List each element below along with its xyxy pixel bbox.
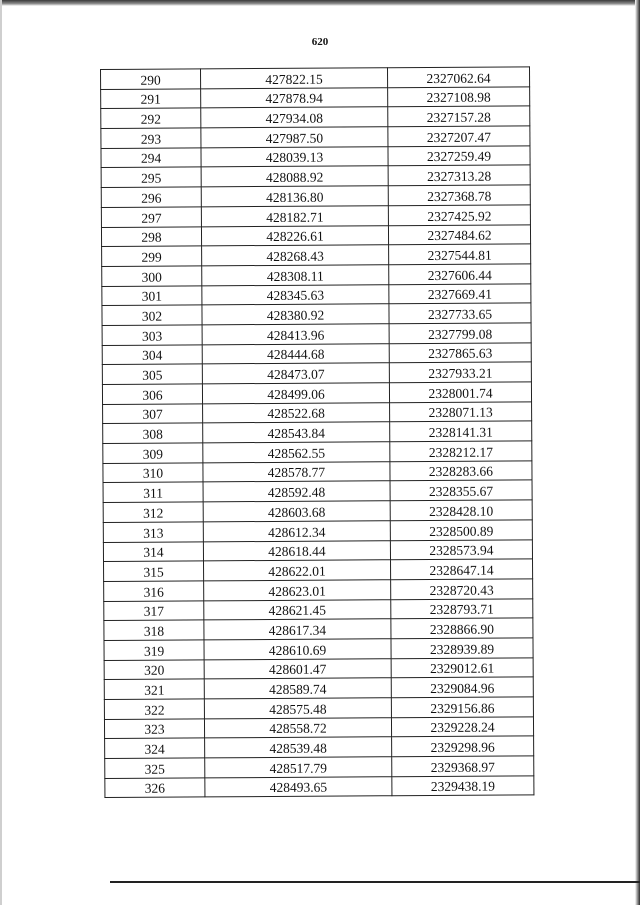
table-row	[103, 480, 532, 502]
point-number-cell: 301	[102, 285, 202, 305]
point-number-cell: 308	[103, 423, 203, 443]
table-row	[103, 441, 532, 463]
scan-shadow-top	[0, 0, 640, 6]
northing-cell: 2329368.97	[392, 756, 534, 777]
northing-cell: 2327669.41	[389, 283, 531, 304]
point-number-cell: 309	[103, 443, 203, 463]
table-row	[103, 520, 532, 542]
northing-cell: 2328500.89	[390, 520, 532, 541]
northing-cell: 2327425.92	[388, 205, 530, 226]
northing-cell: 2328355.67	[390, 480, 532, 501]
northing-cell: 2327933.21	[389, 362, 531, 383]
easting-cell: 428499.06	[202, 383, 389, 404]
northing-cell: 2328141.31	[390, 421, 532, 442]
northing-cell: 2327799.08	[389, 323, 531, 344]
table-row	[101, 165, 530, 187]
point-number-cell: 302	[102, 305, 202, 325]
table-row	[101, 146, 530, 168]
point-number-cell: 324	[105, 738, 205, 758]
northing-cell: 2329012.61	[391, 657, 533, 678]
point-number-cell: 319	[104, 640, 204, 660]
table-row	[102, 362, 531, 384]
easting-cell: 428612.34	[203, 521, 390, 542]
northing-cell: 2328939.89	[391, 638, 533, 659]
table-row	[102, 264, 531, 286]
easting-cell: 428623.01	[204, 580, 391, 601]
scan-line-bottom	[110, 881, 640, 883]
easting-cell: 428182.71	[201, 206, 388, 227]
easting-cell: 428136.80	[201, 186, 388, 207]
northing-cell: 2327865.63	[389, 342, 531, 363]
easting-cell: 428622.01	[204, 560, 391, 581]
northing-cell: 2327157.28	[388, 106, 530, 127]
northing-cell: 2327368.78	[388, 185, 530, 206]
easting-cell: 428444.68	[202, 343, 389, 364]
point-number-cell: 317	[104, 600, 204, 620]
easting-cell: 428558.72	[204, 717, 391, 738]
northing-cell: 2328720.43	[391, 579, 533, 600]
table-row	[102, 283, 531, 305]
northing-cell: 2329156.86	[391, 697, 533, 718]
northing-cell: 2328071.13	[390, 402, 532, 423]
point-number-cell: 322	[104, 699, 204, 719]
northing-cell: 2327733.65	[389, 303, 531, 324]
coordinate-table-body	[101, 67, 534, 798]
easting-cell: 427934.08	[201, 107, 388, 128]
northing-cell: 2329084.96	[391, 677, 533, 698]
easting-cell: 428592.48	[203, 481, 390, 502]
table-row	[102, 323, 531, 345]
easting-cell: 428589.74	[204, 678, 391, 699]
northing-cell: 2328428.10	[390, 500, 532, 521]
table-row	[101, 67, 530, 89]
table-row	[103, 421, 532, 443]
easting-cell: 428562.55	[203, 442, 390, 463]
table-row	[101, 224, 530, 246]
table-row	[104, 618, 533, 640]
table-row	[105, 756, 534, 778]
page-number: 620	[311, 36, 329, 48]
easting-cell: 428603.68	[203, 501, 390, 522]
northing-cell: 2329298.96	[392, 736, 534, 757]
table-row	[101, 185, 530, 207]
northing-cell: 2329438.19	[392, 776, 534, 797]
northing-cell: 2328573.94	[390, 539, 532, 560]
table-row	[104, 638, 533, 660]
northing-cell: 2328793.71	[391, 598, 533, 619]
point-number-cell: 292	[101, 108, 201, 128]
point-number-cell: 325	[105, 758, 205, 778]
point-number-cell: 320	[104, 660, 204, 680]
coordinate-table-container	[100, 66, 534, 798]
easting-cell: 427878.94	[201, 87, 388, 108]
point-number-cell: 313	[103, 522, 203, 542]
table-row	[101, 126, 530, 148]
point-number-cell: 298	[101, 226, 201, 246]
easting-cell: 428268.43	[202, 245, 389, 266]
northing-cell: 2328283.66	[390, 461, 532, 482]
table-row	[105, 776, 534, 798]
point-number-cell: 297	[101, 207, 201, 227]
point-number-cell: 306	[102, 384, 202, 404]
northing-cell: 2329228.24	[391, 717, 533, 738]
table-row	[103, 461, 532, 483]
northing-cell: 2327062.64	[387, 67, 529, 88]
table-row	[104, 677, 533, 699]
point-number-cell: 305	[102, 364, 202, 384]
table-row	[103, 402, 532, 424]
point-number-cell: 318	[104, 620, 204, 640]
point-number-cell: 299	[102, 246, 202, 266]
northing-cell: 2327259.49	[388, 146, 530, 167]
coordinate-table	[100, 66, 534, 798]
easting-cell: 428473.07	[202, 363, 389, 384]
northing-cell: 2327484.62	[388, 224, 530, 245]
table-row	[103, 539, 532, 561]
northing-cell: 2328001.74	[389, 382, 531, 403]
easting-cell: 428618.44	[203, 540, 390, 561]
point-number-cell: 290	[101, 69, 201, 89]
point-number-cell: 295	[101, 167, 201, 187]
easting-cell: 428380.92	[202, 304, 389, 325]
easting-cell: 428517.79	[205, 757, 392, 778]
table-row	[104, 717, 533, 739]
northing-cell: 2328647.14	[391, 559, 533, 580]
northing-cell: 2328866.90	[391, 618, 533, 639]
easting-cell: 428610.69	[204, 639, 391, 660]
table-row	[101, 87, 530, 109]
northing-cell: 2327108.98	[388, 87, 530, 108]
easting-cell: 428088.92	[201, 166, 388, 187]
table-row	[102, 342, 531, 364]
table-row	[102, 382, 531, 404]
point-number-cell: 315	[104, 561, 204, 581]
scan-shadow-left	[0, 0, 2, 905]
point-number-cell: 293	[101, 128, 201, 148]
easting-cell: 428578.77	[203, 461, 390, 482]
easting-cell: 427987.50	[201, 127, 388, 148]
easting-cell: 428522.68	[203, 402, 390, 423]
northing-cell: 2327207.47	[388, 126, 530, 147]
point-number-cell: 321	[104, 679, 204, 699]
easting-cell: 428601.47	[204, 658, 391, 679]
point-number-cell: 304	[102, 345, 202, 365]
easting-cell: 428226.61	[201, 225, 388, 246]
point-number-cell: 300	[102, 266, 202, 286]
table-row	[105, 736, 534, 758]
easting-cell: 428621.45	[204, 599, 391, 620]
point-number-cell: 323	[104, 719, 204, 739]
point-number-cell: 303	[102, 325, 202, 345]
easting-cell: 428345.63	[202, 284, 389, 305]
easting-cell: 428543.84	[203, 422, 390, 443]
scan-shadow-right	[635, 0, 640, 905]
table-row	[104, 579, 533, 601]
table-row	[104, 559, 533, 581]
easting-cell: 428039.13	[201, 146, 388, 167]
northing-cell: 2327313.28	[388, 165, 530, 186]
point-number-cell: 312	[103, 502, 203, 522]
point-number-cell: 314	[103, 541, 203, 561]
point-number-cell: 326	[105, 778, 205, 798]
northing-cell: 2327544.81	[389, 244, 531, 265]
point-number-cell: 311	[103, 482, 203, 502]
table-row	[102, 244, 531, 266]
northing-cell: 2327606.44	[389, 264, 531, 285]
point-number-cell: 316	[104, 581, 204, 601]
point-number-cell: 291	[101, 89, 201, 109]
point-number-cell: 294	[101, 148, 201, 168]
northing-cell: 2328212.17	[390, 441, 532, 462]
point-number-cell: 296	[101, 187, 201, 207]
point-number-cell: 310	[103, 463, 203, 483]
point-number-cell: 307	[103, 404, 203, 424]
easting-cell: 428413.96	[202, 324, 389, 345]
table-row	[104, 598, 533, 620]
table-row	[103, 500, 532, 522]
table-row	[104, 657, 533, 679]
easting-cell: 428308.11	[202, 265, 389, 286]
easting-cell: 428617.34	[204, 619, 391, 640]
table-row	[101, 205, 530, 227]
table-row	[102, 303, 531, 325]
easting-cell: 428493.65	[205, 776, 392, 797]
table-row	[101, 106, 530, 128]
easting-cell: 428539.48	[205, 737, 392, 758]
easting-cell: 427822.15	[201, 68, 388, 89]
easting-cell: 428575.48	[204, 698, 391, 719]
table-row	[104, 697, 533, 719]
